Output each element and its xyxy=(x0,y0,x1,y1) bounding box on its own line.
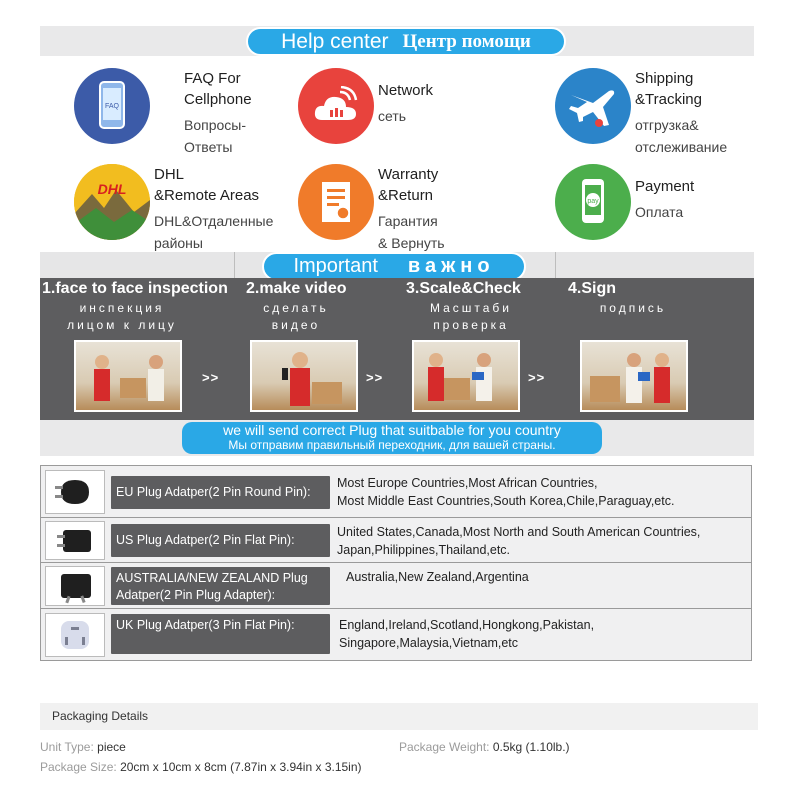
important-divider xyxy=(234,252,235,278)
help-item-faq-ru: Вопросы- Ответы xyxy=(184,117,247,155)
dhl-mountain-icon xyxy=(74,164,150,240)
help-item-network-en: Network xyxy=(378,82,434,99)
airplane-icon xyxy=(555,68,631,144)
help-item-dhl-en: DHL &Remote Areas xyxy=(154,166,260,204)
step-2 xyxy=(246,278,406,334)
help-item-network[interactable] xyxy=(298,68,433,144)
warranty-document-icon xyxy=(298,164,374,240)
help-center-title xyxy=(246,27,566,56)
step-4 xyxy=(568,278,748,317)
help-item-network-ru: сеть xyxy=(378,108,407,124)
package-weight-line xyxy=(399,740,570,754)
step-4-ru: подпись xyxy=(599,301,667,315)
network-cloud-icon xyxy=(298,68,374,144)
plug-countries-au: Australia,New Zealand,Argentina xyxy=(346,570,529,584)
help-item-shipping[interactable] xyxy=(555,68,727,158)
table-row xyxy=(41,518,751,563)
step-4-title: 4.Sign xyxy=(568,280,617,297)
eu-plug-icon xyxy=(45,470,105,514)
unit-type-label: Unit Type: xyxy=(40,740,94,754)
important-title-en: Important xyxy=(293,255,378,277)
plug-type-uk: UK Plug Adatper(3 Pin Flat Pin): xyxy=(111,614,330,654)
packaging-details-header: Packaging Details xyxy=(40,703,758,730)
plug-adapter-table xyxy=(40,465,752,661)
step-1-title: 1.face to face inspection xyxy=(42,280,228,297)
step-arrow: >> xyxy=(528,370,546,385)
step-3-title: 3.Scale&Check xyxy=(406,280,521,297)
package-size-value: 20cm x 10cm x 8cm (7.87in x 3.94in x 3.15in) xyxy=(120,760,362,774)
unit-type-value: piece xyxy=(97,740,126,754)
au-plug-icon xyxy=(45,566,105,606)
plug-notice-ru: Мы отправим правильный переходник, для вашей страны. xyxy=(228,438,556,452)
plug-notice-en: we will send correct Plug that suitbable for you country xyxy=(223,422,561,438)
plug-type-au: AUSTRALIA/NEW ZEALAND Plug Adatper(2 Pin Plug Adapter): xyxy=(111,567,330,605)
faq-badge-text: FAQ xyxy=(104,103,120,110)
step-3-ru: Масштаби проверка xyxy=(429,301,513,332)
help-item-payment-en: Payment xyxy=(635,178,695,195)
help-item-faq[interactable] xyxy=(74,68,252,158)
help-center-title-en: Help center xyxy=(281,29,389,53)
help-item-warranty-ru: Гарантия & Вернуть xyxy=(378,213,445,251)
help-item-payment-ru: Оплата xyxy=(635,204,684,220)
step-1-ru: инспекция лицом к лицу xyxy=(67,301,177,332)
package-weight-label: Package Weight: xyxy=(399,740,490,754)
help-item-dhl-ru: DHL&Отдаленные районы xyxy=(154,213,274,251)
plug-notice xyxy=(182,422,602,454)
step-1-photo xyxy=(74,340,182,412)
help-item-warranty-en: Warranty &Return xyxy=(378,166,439,204)
help-item-shipping-ru: отгрузка& отслеживание xyxy=(635,117,728,155)
package-weight-value: 0.5kg (1.10lb.) xyxy=(492,740,570,754)
faq-phone-icon xyxy=(74,68,150,144)
step-arrow: >> xyxy=(366,370,384,385)
step-arrow: >> xyxy=(202,370,220,385)
help-item-warranty[interactable] xyxy=(298,164,445,254)
plug-countries-eu: Most Europe Countries,Most African Countries, Most Middle East Countries,South Korea,Chile,Paraguay,etc. xyxy=(337,476,675,508)
table-row xyxy=(41,609,751,660)
help-item-payment[interactable] xyxy=(555,164,694,240)
step-2-photo xyxy=(250,340,358,412)
plug-type-us: US Plug Adatper(2 Pin Flat Pin): xyxy=(111,524,330,557)
dhl-badge-text: DHL xyxy=(97,181,127,197)
unit-type-line xyxy=(40,740,126,754)
step-3-photo xyxy=(412,340,520,412)
important-title-ru: важно xyxy=(407,255,495,277)
package-size-label: Package Size: xyxy=(40,760,117,774)
help-center-grid xyxy=(40,56,754,252)
step-2-title: 2.make video xyxy=(246,280,347,297)
plug-countries-uk: England,Ireland,Scotland,Hongkong,Pakistan, Singapore,Malaysia,Vietnam,etc xyxy=(339,618,595,650)
plug-countries-us: United States,Canada,Most North and South American Countries, Japan,Philippines,Thailand,etc. xyxy=(337,525,701,557)
step-4-photo xyxy=(580,340,688,412)
table-row xyxy=(41,466,751,518)
package-size-line xyxy=(40,760,362,774)
help-center-title-ru: Центр помощи xyxy=(402,30,531,52)
step-1 xyxy=(42,278,242,334)
important-divider xyxy=(555,252,556,278)
help-item-shipping-en: Shipping &Tracking xyxy=(635,70,702,108)
us-plug-icon xyxy=(45,521,105,560)
inspection-steps xyxy=(40,278,754,420)
table-row xyxy=(41,563,751,609)
important-title xyxy=(262,252,526,281)
payment-badge-text: pay xyxy=(587,198,599,205)
plug-type-eu: EU Plug Adatper(2 Pin Round Pin): xyxy=(111,476,330,509)
step-3 xyxy=(406,278,566,334)
step-2-ru: сделать видео xyxy=(263,301,329,332)
payment-phone-icon xyxy=(555,164,631,240)
help-item-dhl[interactable] xyxy=(74,164,273,254)
help-item-faq-en: FAQ For Cellphone xyxy=(184,70,252,108)
uk-plug-icon xyxy=(45,613,105,657)
